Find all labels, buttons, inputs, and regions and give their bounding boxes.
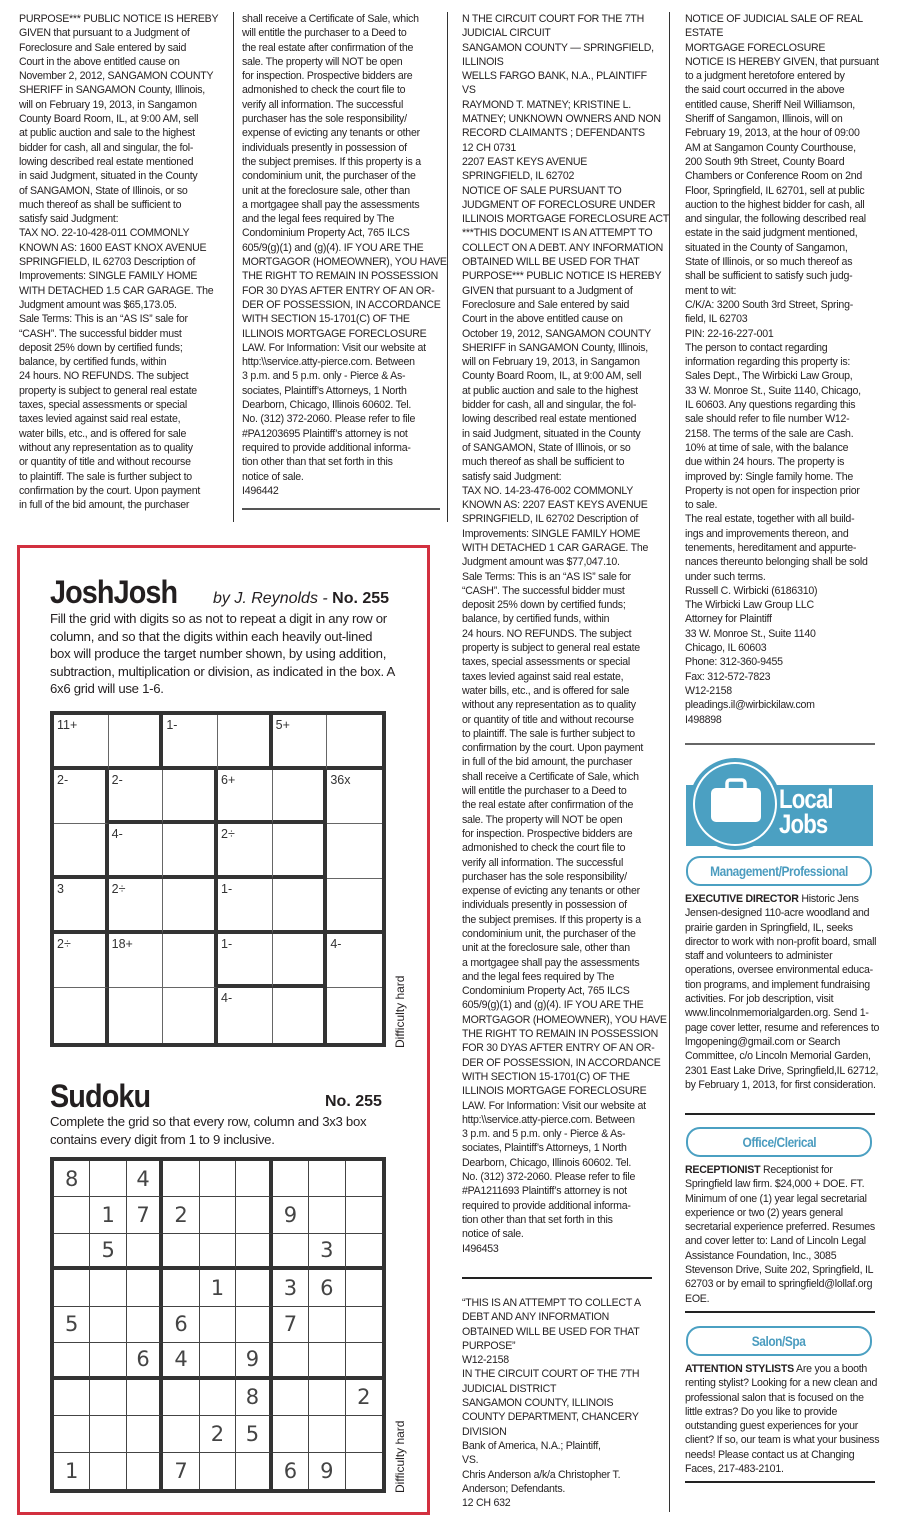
sudoku-cell[interactable] <box>346 1307 382 1343</box>
job-category-label: Salon/Spa <box>752 1333 806 1349</box>
kenken-cell[interactable]: 1- <box>218 934 273 989</box>
local-jobs-title-line1: Local <box>779 784 833 814</box>
job-listing-heading: ATTENTION STYLISTS <box>685 1363 794 1375</box>
kenken-title: JoshJosh <box>50 574 178 610</box>
sudoku-cell[interactable] <box>200 1234 236 1270</box>
sudoku-cell[interactable]: 2 <box>163 1197 199 1233</box>
sudoku-cell[interactable] <box>54 1234 90 1270</box>
sudoku-cell[interactable] <box>90 1453 126 1489</box>
job-separator <box>685 1481 875 1483</box>
kenken-difficulty: Difficulty hard <box>393 975 407 1048</box>
sudoku-cell[interactable]: 7 <box>163 1453 199 1489</box>
sudoku-cell[interactable]: 5 <box>90 1234 126 1270</box>
sudoku-cell[interactable] <box>127 1416 163 1452</box>
kenken-cell[interactable] <box>163 988 218 1043</box>
briefcase-icon <box>708 778 764 826</box>
kenken-cell[interactable]: 5+ <box>273 715 328 770</box>
kenken-cell[interactable]: 2÷ <box>218 824 273 879</box>
kenken-cell[interactable]: 11+ <box>54 715 109 770</box>
job-listing-receptionist <box>685 1163 880 1306</box>
legal-notice-text: PURPOSE*** PUBLIC NOTICE IS HEREBY GIVEN that pursuant to a Judgment of Foreclosure and Sale entered by said Court in the above entitled cause on November 2, 2012, SANGAMON COUNTY SHERIFF in SANGAMON County, Illinois, will on February 19, 2013, in Sangamon County Board Room, IL, at 9:00 AM, sell at public auction and sale to the highest bidder for cash, all and singular, the fol- lowing described real estate mentioned in said Judgment, situated in the County of SANGAMON, State of Illinois, or so much thereof as shall be sufficient to satisfy said Judgment: TAX NO. 22-10-428-011 COMMONLY KNOWN AS: 1600 EAST KNOX AVENUE SPRINGFIELD, IL 62703 Description of Improvements: SINGLE FAMILY HOME WITH DETACHED 1.5 CAR GARAGE. The Judgment amount was $65,173.05. Sale Terms: This is an “AS IS” sale for “CASH”. The successful bidder must deposit 25% down by certified funds; balance, by certified funds, within 24 hours. NO REFUNDS. The subject property is subject to general real estate taxes, special assessments or special taxes levied against said real estate, water bills, etc., and is offered for sale without any representation as to quality or quantity of title and without recourse to plaintiff. The sale is further subject to confirmation by the court. Upon payment in full of the bid amount, the purchaser <box>19 13 219 512</box>
sudoku-cell[interactable] <box>90 1416 126 1452</box>
sudoku-cell[interactable]: 5 <box>236 1416 272 1452</box>
sudoku-cell[interactable] <box>127 1234 163 1270</box>
kenken-cell[interactable]: 36x <box>327 770 382 825</box>
sudoku-cell[interactable] <box>273 1161 309 1197</box>
kenken-byline-group <box>213 590 389 608</box>
sudoku-cell[interactable] <box>90 1343 126 1379</box>
sudoku-cell[interactable] <box>90 1380 126 1416</box>
sudoku-cell[interactable]: 2 <box>346 1380 382 1416</box>
job-category-salon-spa[interactable] <box>686 1326 872 1356</box>
sudoku-cell[interactable] <box>236 1270 272 1306</box>
sudoku-number: No. 255 <box>325 1093 382 1110</box>
sudoku-cell[interactable] <box>54 1343 90 1379</box>
kenken-cell[interactable]: 2- <box>109 770 164 825</box>
sudoku-cell[interactable] <box>127 1307 163 1343</box>
sudoku-cell[interactable] <box>200 1380 236 1416</box>
sudoku-cell[interactable] <box>346 1343 382 1379</box>
kenken-cell[interactable] <box>273 934 328 989</box>
column-divider <box>669 12 670 1512</box>
sudoku-cell[interactable]: 9 <box>273 1197 309 1233</box>
kenken-cell[interactable]: 6+ <box>218 770 273 825</box>
kenken-cell[interactable] <box>163 879 218 934</box>
sudoku-cell[interactable]: 1 <box>90 1197 126 1233</box>
sudoku-description: Complete the grid so that every row, column and 3x3 box contains every digit from 1 to 9 inclusive. <box>50 1114 367 1147</box>
kenken-cell[interactable] <box>218 715 273 770</box>
kenken-cell[interactable] <box>327 879 382 934</box>
job-listing-body: Are you a booth renting stylist? Looking for a new clean and professional salon that is focused on the little extras? Do you like to provide outstanding guest experiences for your client? If so, our team is what your business needs! Please contact us at Changing Faces, 217-483-2101. <box>685 1363 880 1476</box>
sudoku-cell[interactable] <box>273 1343 309 1379</box>
legal-notice-column-1 <box>19 12 229 512</box>
kenken-cell[interactable] <box>327 988 382 1043</box>
sudoku-cell[interactable] <box>90 1307 126 1343</box>
sudoku-difficulty: Difficulty hard <box>393 1420 407 1493</box>
kenken-cell[interactable]: 2÷ <box>109 879 164 934</box>
kenken-cell[interactable]: 3 <box>54 879 109 934</box>
sudoku-cell[interactable] <box>273 1416 309 1452</box>
kenken-cell[interactable]: 4- <box>218 988 273 1043</box>
job-listing-body: Receptionist for Springfield law firm. $24,000 + DOE. FT. Minimum of one (1) year legal secretarial experience or two (2) years general secretarial experience preferred. Resumes and cover letter to: Land of Lincoln Legal Assistance Foundation, Inc., 3085 Stevenson Drive, Suite 202, Springfield, IL 62703 or by email to springfield@lollaf.org EOE. <box>685 1164 875 1305</box>
sudoku-cell[interactable]: 7 <box>273 1307 309 1343</box>
sudoku-cell[interactable] <box>309 1161 345 1197</box>
sudoku-cell[interactable] <box>127 1270 163 1306</box>
kenken-cell[interactable]: 2÷ <box>54 934 109 989</box>
sudoku-cell[interactable] <box>309 1416 345 1452</box>
kenken-cell[interactable] <box>54 988 109 1043</box>
kenken-cell[interactable]: 4- <box>327 934 382 989</box>
job-category-management[interactable] <box>686 856 872 886</box>
sudoku-cell[interactable]: 8 <box>236 1380 272 1416</box>
sudoku-cell[interactable] <box>309 1307 345 1343</box>
sudoku-cell[interactable] <box>90 1161 126 1197</box>
sudoku-cell[interactable]: 1 <box>54 1453 90 1489</box>
sudoku-cell[interactable] <box>346 1161 382 1197</box>
kenken-cell[interactable] <box>109 988 164 1043</box>
kenken-cell[interactable] <box>163 824 218 879</box>
sudoku-cell[interactable] <box>54 1270 90 1306</box>
sudoku-cell[interactable]: 5 <box>54 1307 90 1343</box>
legal-notice-column-3 <box>462 12 672 1256</box>
legal-notice-text: NOTICE OF JUDICIAL SALE OF REAL ESTATE MORTGAGE FORECLOSURE NOTICE IS HEREBY GIVEN, that pursuant to a judgment heretofore entered by the said court occurred in the above entitled cause, Sheriff Neil Williamson, Sheriff of Sangamon, Illinois, will on February 19, 2013, at the hour of 09:00 AM at Sangamon County Courthouse, 200 South 9th Street, County Board Chambers or Conference Room on 2nd Floor, Springfield, IL 62701, sell at public auction to the highest bidder for cash, all and singular, the following described real estate in the said judgment mentioned, situated in the County of Sangamon, State of Illinois, or so much thereof as shall be sufficient to satisfy such judg- ment to wit: C/K/A: 3200 South 3rd Street, Spring- field, IL 62703 PIN: 22-16-227-001 The person to contact regarding information regarding this property is: Sales Dept., The Wirbicki Law Group, 33 W. Monroe St., Suite 1140, Chicago, IL 60603. Any questions regarding this sale should refer to file number W12- 2158. The terms of the sale are Cash. 10% at time of sale, with the balance due within 24 hours. The property is improved by: Single family home. The Property is not open for inspection prior to sale. The real estate, together with all build- ings and improvements thereon, and tenements, hereditament and appurte- nances thereunto belonging shall be sold under such terms. Russell C. Wirbicki (6186310) The Wirbicki Law Group LLC Attorney for Plaintiff 33 W. Monroe St., Suite 1140 Chicago, IL 60603 Phone: 312-360-9455 Fax: 312-572-7823 W12-2158 pleadings.il@wirbickilaw.com I498898 <box>685 13 879 726</box>
kenken-cell[interactable] <box>273 770 328 825</box>
sudoku-cell[interactable] <box>236 1234 272 1270</box>
kenken-cell[interactable] <box>273 988 328 1043</box>
sudoku-cell[interactable] <box>346 1270 382 1306</box>
kenken-cell[interactable]: 1- <box>163 715 218 770</box>
sudoku-cell[interactable] <box>54 1416 90 1452</box>
sudoku-cell[interactable] <box>163 1270 199 1306</box>
job-separator <box>685 1113 875 1115</box>
kenken-cell[interactable] <box>273 824 328 879</box>
sudoku-cell[interactable] <box>163 1234 199 1270</box>
sudoku-cell[interactable] <box>127 1453 163 1489</box>
sudoku-cell[interactable] <box>200 1453 236 1489</box>
sudoku-cell[interactable]: 3 <box>309 1234 345 1270</box>
sudoku-cell[interactable] <box>163 1380 199 1416</box>
kenken-cell[interactable]: 1- <box>218 879 273 934</box>
sudoku-cell[interactable] <box>200 1197 236 1233</box>
kenken-cell[interactable] <box>327 824 382 879</box>
local-jobs-title <box>779 784 853 839</box>
job-category-office-clerical[interactable] <box>686 1127 872 1157</box>
kenken-description: Fill the grid with digits so as not to repeat a digit in any row or column, and so that the digits within each heavily out-lined box will produce the target number shown, by using addition, subtraction, multiplication or division, as indicated in the box. A 6x6 grid will use 1-6. <box>50 611 395 696</box>
sudoku-cell[interactable] <box>200 1161 236 1197</box>
sudoku-cell[interactable]: 6 <box>163 1307 199 1343</box>
sudoku-cell[interactable]: 4 <box>163 1343 199 1379</box>
sudoku-cell[interactable] <box>346 1234 382 1270</box>
sudoku-cell[interactable]: 9 <box>309 1453 345 1489</box>
sudoku-cell[interactable]: 6 <box>127 1343 163 1379</box>
sudoku-cell[interactable] <box>309 1197 345 1233</box>
sudoku-cell[interactable] <box>273 1234 309 1270</box>
kenken-cell[interactable]: 2- <box>54 770 109 825</box>
kenken-cell[interactable]: 4- <box>109 824 164 879</box>
notice-separator <box>685 743 875 745</box>
column-divider <box>447 12 448 522</box>
sudoku-cell[interactable] <box>273 1380 309 1416</box>
sudoku-cell[interactable]: 7 <box>127 1197 163 1233</box>
kenken-number: No. 255 <box>332 590 390 607</box>
sudoku-cell[interactable]: 9 <box>236 1343 272 1379</box>
job-listing-heading: RECEPTIONIST <box>685 1164 761 1176</box>
kenken-cell[interactable] <box>163 934 218 989</box>
sudoku-cell[interactable] <box>54 1197 90 1233</box>
sudoku-cell[interactable]: 4 <box>127 1161 163 1197</box>
job-category-label: Office/Clerical <box>742 1134 816 1150</box>
sudoku-cell[interactable] <box>127 1380 163 1416</box>
kenken-cell[interactable] <box>109 715 164 770</box>
kenken-cell[interactable] <box>163 770 218 825</box>
sudoku-cell[interactable] <box>163 1416 199 1452</box>
sudoku-cell[interactable] <box>54 1380 90 1416</box>
sudoku-cell[interactable] <box>346 1416 382 1452</box>
sudoku-cell[interactable] <box>346 1453 382 1489</box>
job-category-label: Management/Professional <box>710 863 848 879</box>
sudoku-cell[interactable] <box>90 1270 126 1306</box>
sudoku-cell[interactable] <box>200 1343 236 1379</box>
sudoku-cell[interactable]: 6 <box>273 1453 309 1489</box>
legal-notice-column-4 <box>685 12 885 727</box>
notice-separator <box>242 508 440 510</box>
kenken-cell[interactable] <box>273 879 328 934</box>
legal-notice-text: N THE CIRCUIT COURT FOR THE 7TH JUDICIAL CIRCUIT SANGAMON COUNTY — SPRINGFIELD, ILLINOIS WELLS FARGO BANK, N.A., PLAINTIFF VS RAYMOND T. MATNEY; KRISTINE L. MATNEY; UNKNOWN OWNERS AND NON RECORD CLAIMANTS ; DEFENDANTS 12 CH 0731 2207 EAST KEYS AVENUE SPRINGFIELD, IL 62702 NOTICE OF SALE PURSUANT TO JUDGMENT OF FORECLOSURE UNDER ILLINOIS MORTGAGE FORECLOSURE ACT ***THIS DOCUMENT IS AN ATTEMPT TO COLLECT ON A DEBT. ANY INFORMATION OBTAINED WILL BE USED FOR THAT PURPOSE*** PUBLIC NOTICE IS HEREBY GIVEN that pursuant to a Judgment of Foreclosure and Sale entered by said Court in the above entitled cause on October 19, 2012, SANGAMON COUNTY SHERIFF in SANGAMON County, Illinois, will on February 19, 2013, in Sangamon County Board Room, IL, at 9:00 AM, sell at public auction and sale to the highest bidder for cash, all and singular, the fol- lowing described real estate mentioned in said Judgment, situated in the County of SANGAMON, State of Illinois, or so much thereof as shall be sufficient to satisfy said Judgment: TAX NO. 14-23-476-002 COMMONLY KNOWN AS: 2207 EAST KEYS AVENUE SPRINGFIELD, IL 62702 Description of Improvements: SINGLE FAMILY HOME WITH DETACHED 1 CAR GARAGE. The Judgment amount was $77,047.10. Sale Terms: This is an “AS IS” sale for “CASH”. The successful bidder must deposit 25% down by certified funds; balance, by certified funds, within 24 hours. NO REFUNDS. The subject property is subject to general real estate taxes, special assessments or special taxes levied against said real estate, water bills, etc., and is offered for sale without any representation as to quality or quantity of title and without recourse to plaintiff. The sale is further subject to confirmation by the court. Upon payment in full of the bid amount, the purchaser shall receive a Certificate of Sale, which will entitle the purchaser to a Deed to the real estate after confirmation of the sale. The property will NOT be open for inspection. Prospective bidders are admonished to check the court file to verify all information. The successful purchaser has the sole responsibility/ expense of evicting any tenants or other individuals presently in possession of the subject premises. If this property is a condominium unit, the purchaser of the unit at the foreclosure sale, other than a mortgagee shall pay the assessments and the legal fees required by The Condominium Property Act, 765 ILCS 605/9(g)(1) and (g)(4). IF YOU ARE THE MORTGAGOR (HOMEOWNER), YOU HAVE THE RIGHT TO REMAIN IN POSSESSION FOR 30 DYAS AFTER ENTRY OF AN OR- DER OF POSSESSION, IN ACCORDANCE WITH SECTION 15-1701(C) OF THE ILLINOIS MORTGAGE FORECLOSURE LAW. For Information: Visit our website at http:\\service.atty-pierce.com. Between 3 p.m. and 5 p.m. only - Pierce & As- sociates, Plaintiff’s Attorneys, 1 North Dearborn, Chicago, Illinois 60602. Tel. No. (312) 372-2060. Please refer to file #PA1211693 Plaintiff’s attorney is not required to provide additional informa- tion other than that set forth in this notice of sale. I496453 <box>462 13 670 1255</box>
sudoku-title: Sudoku <box>50 1078 151 1114</box>
legal-notice-text: “THIS IS AN ATTEMPT TO COLLECT A DEBT AND ANY INFORMATION OBTAINED WILL BE USED FOR THAT PURPOSE” W12-2158 IN THE CIRCUIT COURT OF THE 7TH JUDICIAL DISTRICT SANGAMON COUNTY, ILLINOIS COUNTY DEPARTMENT, CHANCERY DIVISION Bank of America, N.A.; Plaintiff, VS. Chris Anderson a/k/a Christopher T. Anderson; Defendants. 12 CH 632 <box>462 1297 641 1510</box>
kenken-cell[interactable] <box>327 715 382 770</box>
sudoku-cell[interactable] <box>309 1343 345 1379</box>
sudoku-cell[interactable]: 2 <box>200 1416 236 1452</box>
sudoku-cell[interactable] <box>236 1453 272 1489</box>
job-listing-attention-stylists <box>685 1362 880 1476</box>
sudoku-cell[interactable] <box>200 1307 236 1343</box>
kenken-grid <box>50 711 386 1047</box>
sudoku-cell[interactable]: 1 <box>200 1270 236 1306</box>
job-listing-executive-director <box>685 892 880 1092</box>
local-jobs-title-line2: Jobs <box>779 809 828 839</box>
sudoku-cell[interactable] <box>236 1307 272 1343</box>
sudoku-grid <box>50 1157 386 1493</box>
column-divider <box>233 12 234 522</box>
kenken-byline: by J. Reynolds - <box>213 590 333 607</box>
notice-separator <box>462 1277 652 1279</box>
sudoku-cell[interactable] <box>236 1161 272 1197</box>
job-listing-heading: EXECUTIVE DIRECTOR <box>685 893 799 905</box>
job-listing-body: Historic Jens Jensen-designed 110-acre woodland and prairie garden in Springfield, IL, seeks director to work with non-profit board, small staff and volunteers to administer operations, oversee environmental educa-tion programs, and implement fundraising activities. For job description, visit www.lincolnmemorialgarden.org. Send 1-page cover letter, resume and references to lmgopening@gmail.com or Search Committee, c/o Lincoln Memorial Garden, 2301 East Lake Drive, Springfield,IL 62712, by February 1, 2013, for first consideration. <box>685 893 880 1091</box>
sudoku-cell[interactable]: 6 <box>309 1270 345 1306</box>
sudoku-cell[interactable]: 3 <box>273 1270 309 1306</box>
job-separator <box>685 1311 875 1313</box>
kenken-cell[interactable] <box>54 824 109 879</box>
legal-notice-text: shall receive a Certificate of Sale, which will entitle the purchaser to a Deed to the real estate after confirmation of the sale. The property will NOT be open for inspection. Prospective bidders are admonished to check the court file to verify all information. The successful purchaser has the sole responsibility/ expense of evicting any tenants or other individuals presently in possession of the subject premises. If this property is a condominium unit, the purchaser of the unit at the foreclosure sale, other than a mortgagee shall pay the assessments and the legal fees required by The Condominium Property Act, 765 ILCS 605/9(g)(1) and (g)(4). IF YOU ARE THE MORTGAGOR (HOMEOWNER), YOU HAVE THE RIGHT TO REMAIN IN POSSESSION FOR 30 DYAS AFTER ENTRY OF AN OR- DER OF POSSESSION, IN ACCORDANCE WITH SECTION 15-1701(C) OF THE ILLINOIS MORTGAGE FORECLOSURE LAW. For Information: Visit our website at http:\\service.atty-pierce.com. Between 3 p.m. and 5 p.m. only - Pierce & As- sociates, Plaintiff’s Attorneys, 1 North Dearborn, Chicago, Illinois 60602. Tel. No. (312) 372-2060. Please refer to file #PA1203695 Plaintiff’s attorney is not required to provide additional informa- tion other than that set forth in this notice of sale. I496442 <box>242 13 447 497</box>
legal-notice-column-3b <box>462 1296 672 1510</box>
sudoku-cell[interactable] <box>346 1197 382 1233</box>
sudoku-cell[interactable] <box>236 1197 272 1233</box>
sudoku-cell[interactable] <box>309 1380 345 1416</box>
sudoku-cell[interactable]: 8 <box>54 1161 90 1197</box>
sudoku-cell[interactable] <box>163 1161 199 1197</box>
legal-notice-column-2 <box>242 12 450 498</box>
kenken-cell[interactable]: 18+ <box>109 934 164 989</box>
puzzle-box <box>17 545 430 1515</box>
